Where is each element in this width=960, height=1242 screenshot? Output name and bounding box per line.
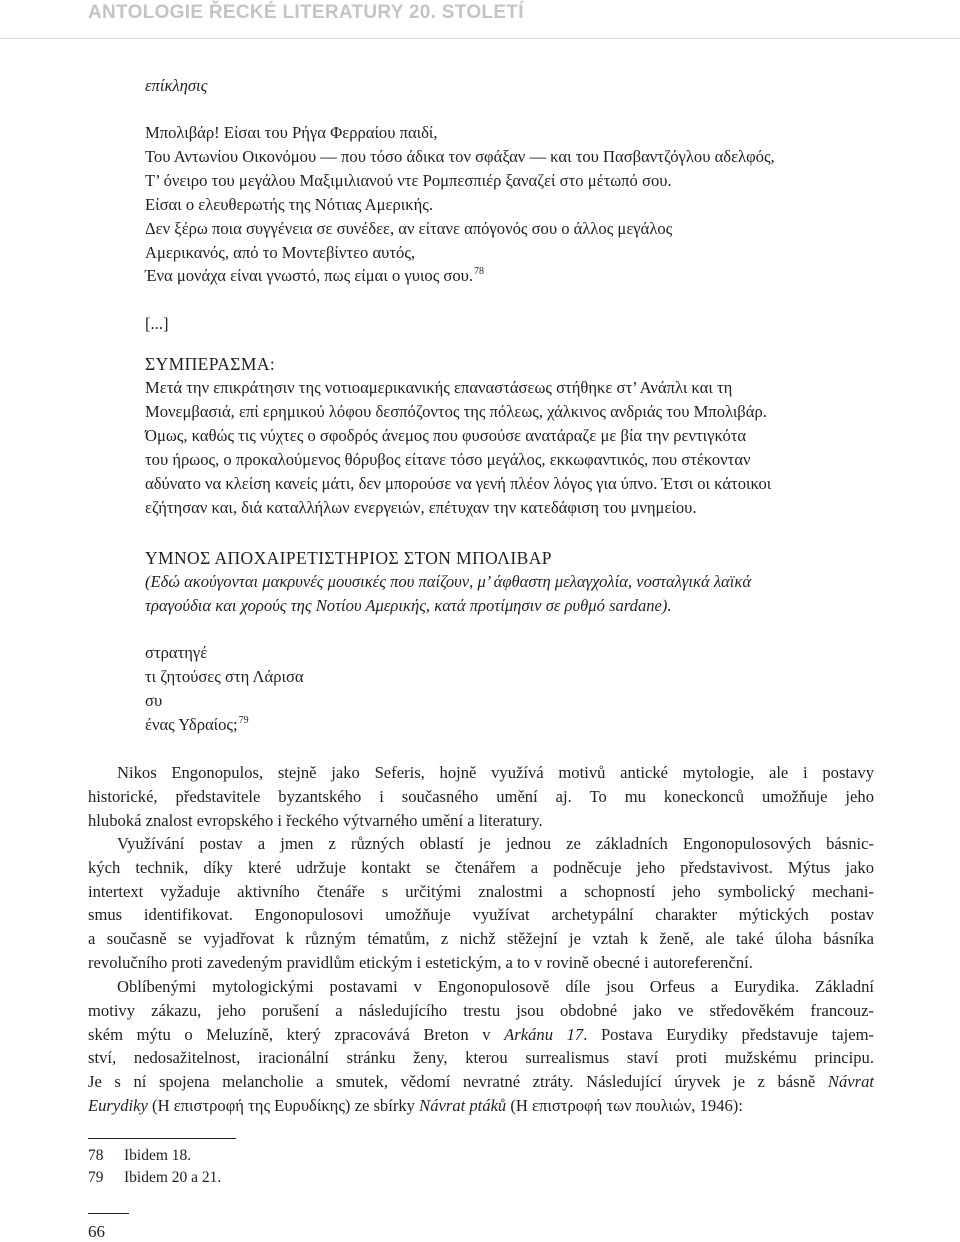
conclusion-line: εζήτησαν και, διά καταλλήλων ενεργειών, επέτυχαν την κατεδάφιση του μνημείου.: [145, 497, 697, 517]
footnote-number: 78: [88, 1147, 104, 1164]
page-number: 66: [88, 1222, 105, 1241]
footnote-number: 79: [88, 1169, 104, 1186]
body-line: revolučního proti zavedeným pravidlům etickým i estetickým, a to v rovině obecné i autoreferenční.: [88, 952, 753, 972]
body-line: kých technik, díky které udržuje kontakt se čtenářem a podněcuje jeho představivost. Mýtus jako: [88, 857, 874, 877]
conclusion-section: [145, 352, 845, 519]
conclusion-line: του ήρωος, ο προκαλούμενος θόρυβος είτανε τόσο μεγάλος, εκκωφαντικός, που στέκονταν: [145, 449, 751, 469]
body-line: historické, představitele byzantského i současného umění aj. To mu koneckonců umožňuje jeho: [88, 786, 874, 806]
hymn-note-line: (Εδώ ακούγονται μακρυνές μουσικές που παίζουν, μ’ άφθαστη μελαγχολία, νοσταλγικά λαϊκά: [145, 572, 752, 591]
conclusion-line: Όμως, καθώς τις νύχτες ο σφοδρός άνεμος που φυσούσε ανατάραζε με βία την ρεντιγκότα: [145, 425, 747, 445]
footnote-text: Ibidem 18.: [124, 1147, 192, 1164]
hymn-note-line: τραγούδια και χορούς της Νοτίου Αμερικής, κατά προτίμησιν σε ρυθμό sardane).: [145, 595, 672, 615]
body-line: [88, 1094, 874, 1118]
body-paragraph-1: [88, 761, 874, 832]
poem-final-stanza: [145, 641, 845, 737]
header-rule: [0, 38, 960, 39]
footnote-78: [88, 1146, 191, 1166]
body-line: Využívání postav a jmen z různých oblastí je jednou ze základních Engonopulosových básnic-: [117, 834, 874, 853]
ellipsis-marker: [...]: [145, 314, 169, 333]
body-text: (Η επιστροφή των πουλιών, 1946):: [506, 1095, 743, 1115]
poem-line: Είσαι ο ελευθερωτής της Νότιας Αμερικής.: [145, 194, 434, 214]
body-paragraph-2: [88, 832, 874, 975]
body-text: . Postava Eurydiky představuje tajem-: [583, 1024, 875, 1044]
body-line: [88, 1070, 874, 1094]
footnote-ref-79: 79: [238, 714, 249, 726]
body-line: motivy zákazu, jeho porušení a následujícího trestu jsou obdobné jako ve středověkém francouz-: [88, 1000, 874, 1020]
body-line: [88, 1023, 874, 1047]
footnote-79: [88, 1168, 221, 1188]
running-head: ANTOLOGIE ŘECKÉ LITERATURY 20. STOLETÍ: [88, 2, 524, 23]
poem-line: στρατηγέ: [145, 643, 208, 662]
body-line: smus identifikovat. Engonopulosovi umožňuje využívat archetypální charakter mýtických postav: [88, 905, 874, 925]
body-text: ském mýtu o Meluzíně, který zpracovává Breton v: [88, 1024, 505, 1044]
footnote-text: Ibidem 20 a 21.: [124, 1169, 222, 1186]
poem-line: Μπολιβάρ! Είσαι του Ρήγα Φερραίου παιδί,: [145, 123, 438, 142]
hymn-heading: ΥΜΝΟΣ ΑΠΟΧΑΙΡΕΤΙΣΤΗΡΙΟΣ ΣΤΟΝ ΜΠΟΛΙΒΑΡ: [145, 548, 552, 568]
body-line: Oblíbenými mytologickými postavami v Engonopulosově díle jsou Orfeus a Eurydika. Základní: [117, 977, 874, 996]
poem-line: συ: [145, 690, 163, 710]
poem-line: τι ζητούσες στη Λάρισα: [145, 666, 304, 686]
conclusion-line: Μονεμβασιά, επί ερημικού λόφου δεσπόζοντος της πόλεως, χάλκινος ανδριάς του Μπολιβάρ.: [145, 401, 767, 421]
poem-line: Αμερικανός, από το Μοντεβίντεο αυτός,: [145, 242, 416, 262]
body-line: Nikos Engonopulos, stejně jako Seferis, hojně využívá motivů antické mytologie, ale i postavy: [117, 763, 874, 782]
work-title: Návrat: [827, 1072, 874, 1092]
footnote-ref-78: 78: [474, 266, 485, 278]
body-text: (Η επιστροφή της Ευρυδίκης) ze sbírky: [147, 1095, 420, 1115]
body-line: a současně se vyjadřovat k různým tématům, z nichž stěžejní je vztah k ženě, ale také úloha básníka: [88, 929, 874, 949]
poem-line: Δεν ξέρω ποια συγγένεια σε συνέδεε, αν είτανε απόγονός σου ο άλλος μεγάλος: [145, 218, 673, 238]
poem-line-text: ένας Υδραίος;: [145, 714, 238, 734]
poem-line: Του Αντωνίου Οικονόμου — που τόσο άδικα τον σφάξαν — και του Πασβαντζόγλου αδελφός,: [145, 146, 775, 166]
conclusion-line: αδύνατο να κλείση κανείς μάτι, δεν μπορούσε να γενή πλέον λόγος για ύπνο. Έτσι οι κάτοικοι: [145, 473, 772, 493]
poem-invocation: επίκλησις: [145, 76, 208, 95]
body-line: hluboká znalost evropského i řeckého výtvarného umění a literatury.: [88, 810, 543, 830]
poem-line: [145, 713, 845, 737]
hymn-section: [145, 546, 845, 618]
footnote-rule: [88, 1138, 236, 1139]
work-title: Arkánu 17: [504, 1024, 584, 1044]
body-line: intertext vyžaduje aktivního čtenáře s určitými znalostmi a schopností jeho symbolický mechani-: [88, 881, 874, 901]
conclusion-heading: ΣΥΜΠΕΡΑΣΜΑ:: [145, 354, 276, 374]
work-title: Eurydiky: [88, 1095, 148, 1115]
work-title: Návrat ptáků: [419, 1095, 507, 1115]
body-text: Je s ní spojena melancholie a smutek, vědomí nevratné ztráty. Následující úryvek je z básně: [88, 1072, 828, 1092]
page-number-rule: [88, 1213, 129, 1214]
conclusion-line: Μετά την επικράτησιν της νοτιοαμερικανικής επαναστάσεως στήθηκε στ’ Ανάπλι και τη: [145, 378, 733, 397]
poem-line-text: Ένα μονάχα είναι γνωστό, πως είμαι ο γυιος σου.: [145, 266, 474, 286]
poem-line: [145, 264, 845, 288]
body-paragraph-3: [88, 975, 874, 1118]
poem-line: Τ’ όνειρο του μεγάλου Μαξιμιλιανού ντε Ρομπεσπιέρ ξαναζεί στο μέτωπό σου.: [145, 170, 672, 190]
body-line: ství, nedosažitelnost, iracionální stránku ženy, kterou surrealismus staví proti mužskému principu.: [88, 1048, 874, 1068]
poem-stanza-1: [145, 121, 845, 288]
